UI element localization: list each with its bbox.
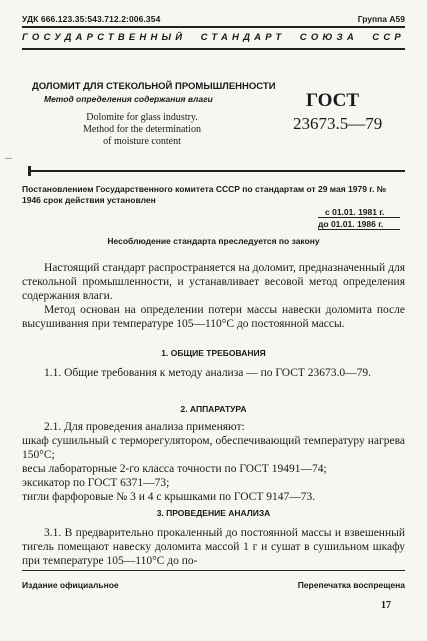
legal-warning: Несоблюдение стандарта преследуется по закону — [107, 236, 320, 246]
title-ru-main: ДОЛОМИТ ДЛЯ СТЕКОЛЬНОЙ ПРОМЫШЛЕННОСТИ — [32, 81, 276, 92]
paragraph-scope — [22, 261, 405, 303]
apparatus-line: тигли фарфоровые № 3 и 4 с крышками по ГОСТ 9147—73. — [22, 491, 316, 503]
official-edition: Издание официальное — [22, 580, 119, 590]
banner-rule — [22, 48, 405, 50]
validity-underline — [318, 217, 400, 218]
gost-label: ГОСТ — [306, 90, 360, 111]
section-heading: 1. ОБЩИЕ ТРЕБОВАНИЯ — [161, 348, 266, 358]
paragraph-text: Настоящий стандарт распространяется на доломит, предназначенный для стекольной промышленности, и устанавливает весовой метод определения содержания влаги. — [22, 262, 405, 302]
title-en-line: Method for the determination — [82, 124, 202, 135]
title-en-line: of moisture content — [103, 136, 181, 147]
banner-word: ГОСУДАРСТВЕННЫЙ — [22, 32, 187, 43]
gost-number: 23673.5—79 — [293, 114, 383, 133]
apparatus-line — [22, 420, 405, 434]
scan-margin-mark: ‿ — [5, 150, 12, 159]
paragraph-text: Метод основан на определении потери массы навески доломита после высушивания при температуре 105—110°С до постоянной массы. — [22, 304, 405, 330]
top-rule — [22, 26, 405, 28]
banner-word: СОЮЗА — [299, 32, 358, 43]
banner-word: ССР — [372, 32, 405, 43]
apparatus-line: весы лабораторные 2-го класса точности по ГОСТ 19491—74; — [22, 463, 327, 475]
title-ru-sub: Метод определения содержания влаги — [44, 94, 213, 104]
title-en-line: Dolomite for glass industry. — [86, 112, 198, 123]
section-heading: 2. АППАРАТУРА — [180, 404, 247, 414]
decree-text-body: Постановлением Государственного комитета СССР по стандартам от 29 мая 1979 г. № 1946 срок действия установлен — [22, 184, 387, 205]
paragraph-general — [22, 366, 405, 380]
page-number: 17 — [381, 600, 391, 611]
group-code: Группа А59 — [357, 14, 405, 24]
validity-underline — [318, 229, 400, 230]
reprint-prohibited: Перепечатка воспрещена — [297, 580, 405, 590]
footer-rule — [22, 570, 405, 571]
paragraph-text: 1.1. Общие требования к методу анализа — по ГОСТ 23673.0—79. — [44, 367, 372, 379]
paragraph-method — [22, 303, 405, 331]
paragraph-apparatus — [22, 420, 405, 504]
paragraph-text: 2.1. Для проведения анализа применяют: — [44, 421, 245, 433]
decree-text — [22, 184, 405, 206]
banner-word: СТАНДАРТ — [200, 32, 286, 43]
title-en — [72, 112, 212, 148]
paragraph-procedure — [22, 526, 405, 568]
title-rule — [30, 170, 405, 172]
section-heading: 3. ПРОВЕДЕНИЕ АНАЛИЗА — [156, 508, 271, 518]
validity-to: до 01.01. 1986 г. — [318, 219, 384, 229]
udk-code: УДК 666.123.35:543.712.2:006.354 — [22, 14, 161, 24]
paragraph-text: 3.1. В предварительно прокаленный до постоянной массы и взвешенный тигель помещают навеску доломита массой 1 г и сушат в сушильном шкафу при температуре 105—110°С до по- — [22, 527, 405, 567]
apparatus-line: шкаф сушильный с терморегулятором, обеспечивающий температуру нагрева 150°С; — [22, 435, 405, 461]
validity-from: с 01.01. 1981 г. — [325, 207, 385, 217]
apparatus-line: эксикатор по ГОСТ 6371—73; — [22, 477, 170, 489]
state-standard-banner — [22, 32, 405, 43]
